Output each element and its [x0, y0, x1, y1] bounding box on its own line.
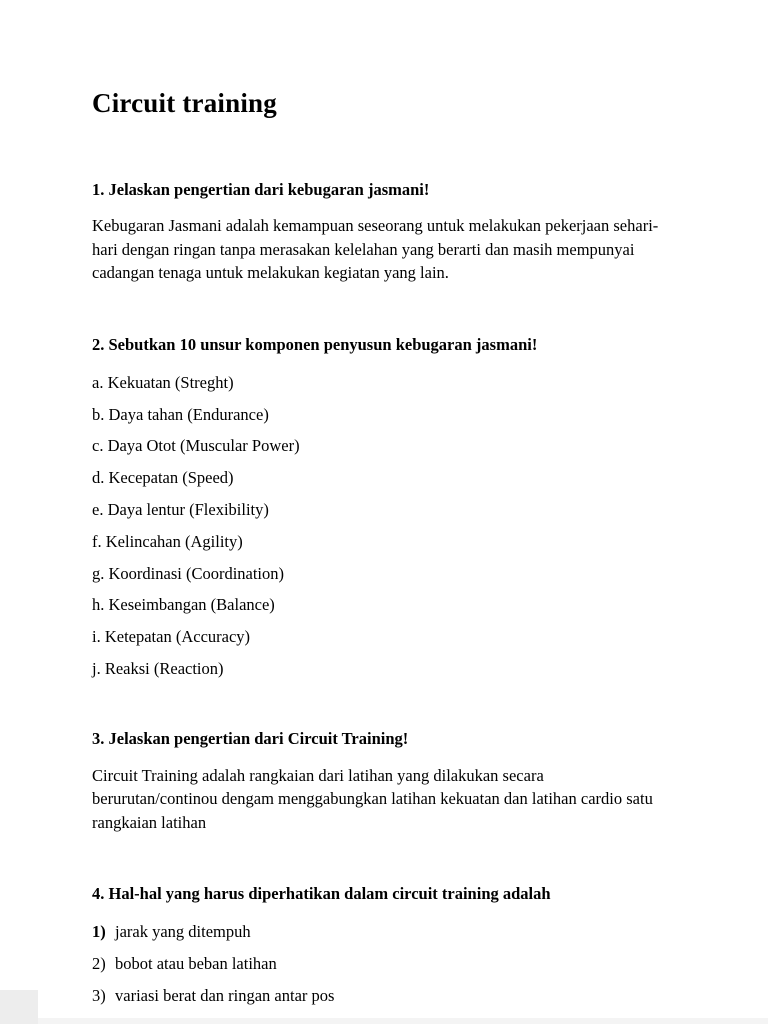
list-item: g. Koordinasi (Coordination): [92, 563, 285, 583]
section-3: [92, 728, 676, 834]
section-3-heading: 3. Jelaskan pengertian dari Circuit Training!: [92, 729, 409, 749]
list-item: f. Kelincahan (Agility): [92, 531, 243, 551]
section-1-paragraph: Kebugaran Jasmani adalah kemampuan seseorang untuk melakukan pekerjaan sehari-hari dengan ringan tanpa merasakan kelelahan yang berarti dan masih mempunyai cadangan tenaga untuk melakukan kegiatan yang lain.: [92, 216, 659, 283]
list-item: h. Keseimbangan (Balance): [92, 595, 275, 615]
numbered-list: [92, 923, 676, 1004]
list-item: d. Kecepatan (Speed): [92, 468, 234, 488]
list-item: [92, 955, 676, 972]
list-item: [92, 923, 676, 940]
section-4-heading: 4. Hal-hal yang harus diperhatikan dalam circuit training adalah: [92, 883, 551, 903]
section-3-paragraph: Circuit Training adalah rangkaian dari latihan yang dilakukan secara berurutan/continou dengam menggabungkan latihan kekuatan dan latihan cardio satu rangkaian latihan: [92, 765, 653, 832]
list-item: a. Kekuatan (Streght): [92, 372, 234, 392]
page-corner-shadow: [0, 990, 38, 1024]
list-item-number: 1): [92, 922, 106, 942]
section-1-heading: 1. Jelaskan pengertian dari kebugaran jasmani!: [92, 180, 430, 199]
list-item-number: 2): [92, 954, 106, 974]
page-bottom-edge: [0, 1018, 768, 1024]
list-item: c. Daya Otot (Muscular Power): [92, 436, 300, 456]
section-4: [92, 883, 676, 1004]
list-item-text: bobot atau beban latihan: [115, 954, 277, 974]
page-title: Circuit training: [92, 88, 277, 118]
section-2: [92, 334, 676, 678]
list-item: e. Daya lentur (Flexibility): [92, 500, 269, 520]
list-item-text: jarak yang ditempuh: [115, 922, 251, 942]
list-item: j. Reaksi (Reaction): [92, 659, 224, 679]
section-2-heading: 2. Sebutkan 10 unsur komponen penyusun kebugaran jasmani!: [92, 334, 538, 354]
component-list: [92, 374, 676, 678]
list-item: [92, 987, 676, 1004]
list-item-text: variasi berat dan ringan antar pos: [115, 985, 335, 1005]
list-item: b. Daya tahan (Endurance): [92, 404, 269, 424]
section-1: [92, 179, 676, 285]
list-item: i. Ketepatan (Accuracy): [92, 627, 251, 647]
list-item-number: 3): [92, 985, 106, 1005]
